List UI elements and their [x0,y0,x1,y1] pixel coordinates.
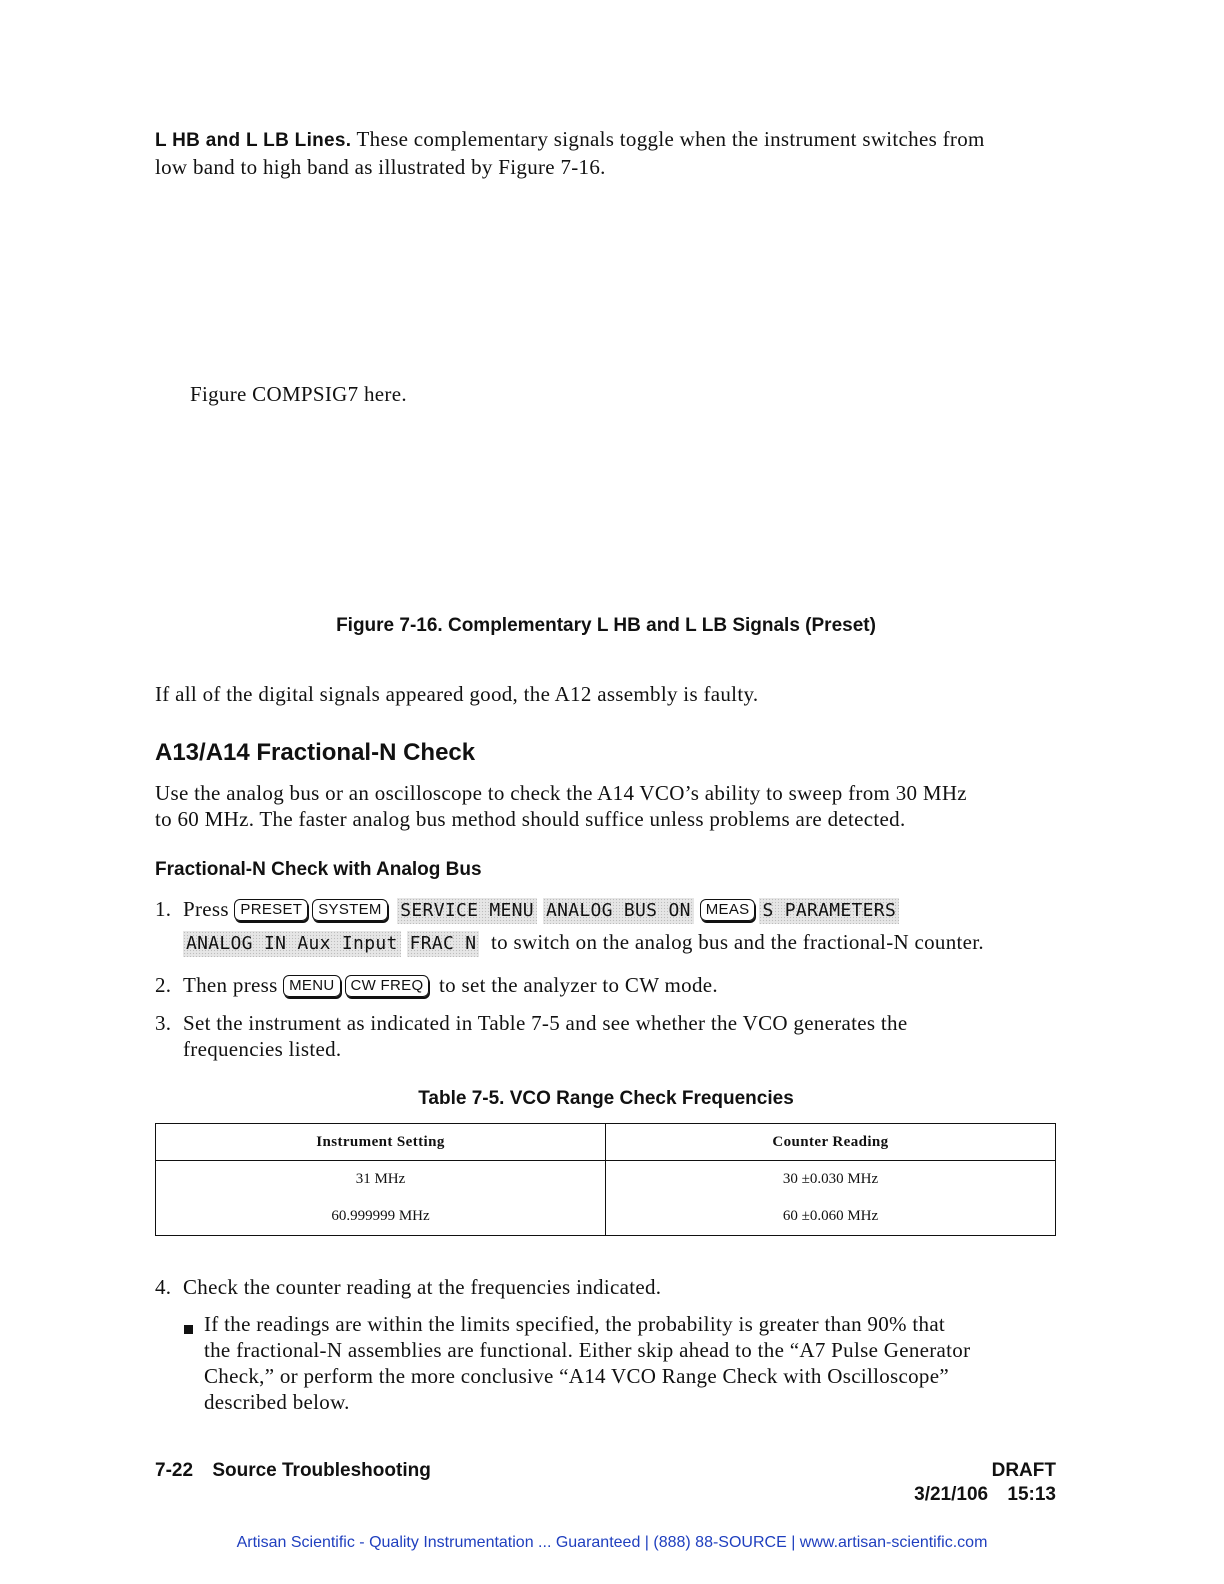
intro-paragraph [155,780,1065,832]
vco-range-table [155,1123,1056,1236]
footer-date: 3/21/106 [914,1484,989,1505]
table-header-instrument-setting: Instrument Setting [156,1124,606,1161]
table-cell: 30 ±0.030 MHz [782,1171,879,1187]
lines-text-1: These complementary signals toggle when the instrument switches from [356,127,985,151]
step-3-number: 3. [155,1011,172,1035]
preset-key[interactable]: PRESET [234,899,308,921]
table-header-row [156,1124,1056,1161]
step-1-number: 1. [155,897,172,921]
step-3-line-2: frequencies listed. [183,1037,342,1061]
step-4-text: Check the counter reading at the frequencies indicated. [183,1275,662,1299]
figure-placeholder: Figure COMPSIG7 here. [190,382,407,406]
intro-line-2: to 60 MHz. The faster analog bus method should suffice unless problems are detected. [155,807,906,831]
step-1-press: Press [183,897,229,921]
runin-heading: L HB and L LB Lines. [155,130,352,151]
table-header-counter-reading: Counter Reading [606,1124,1056,1161]
meas-key[interactable]: MEAS [700,899,756,921]
subheading: Fractional-N Check with Analog Bus [155,859,482,880]
table-cell: 60 ±0.060 MHz [782,1208,879,1224]
intro-line-1: Use the analog bus or an oscilloscope to check the A14 VCO’s ability to sweep from 30 MHz [155,781,967,805]
bullet-item [204,1311,1084,1415]
bullet-marker [184,1321,193,1339]
table-cell: 60.999999 MHz [156,1198,606,1236]
footer-left [155,1460,431,1482]
table-title: Table 7-5. VCO Range Check Frequencies [418,1088,794,1109]
step-1-line-2 [183,929,1083,957]
menu-key[interactable]: MENU [283,975,340,997]
footer-time: 15:13 [1007,1484,1056,1505]
analog-in-aux-input-softkey[interactable]: ANALOG IN Aux Input [183,931,401,957]
service-menu-softkey[interactable]: SERVICE MENU [397,898,537,924]
digital-ok-text: If all of the digital signals appeared good, the A12 assembly is faulty. [155,682,759,706]
section-heading: A13/A14 Fractional-N Check [155,739,476,766]
system-key[interactable]: SYSTEM [312,899,387,921]
analog-bus-on-softkey[interactable]: ANALOG BUS ON [543,898,694,924]
bullet-line-3: Check,” or perform the more conclusive “A14 VCO Range Check with Oscilloscope” [204,1364,949,1388]
table-cell: 31 MHz [156,1161,606,1199]
bullet-line-2: the fractional-N assemblies are functional. Either skip ahead to the “A7 Pulse Generator [204,1338,971,1362]
step-1 [155,896,1075,924]
footer-draft: DRAFT [991,1460,1056,1481]
step-1-tail: to switch on the analog bus and the fractional-N counter. [491,930,984,954]
table-row [156,1198,1056,1236]
bullet-line-1: If the readings are within the limits specified, the probability is greater than 90% that [204,1312,946,1336]
lines-text-2: low band to high band as illustrated by Figure 7-16. [155,155,606,179]
step-4-number: 4. [155,1275,172,1299]
step-2-tail: to set the analyzer to CW mode. [439,973,718,997]
frac-n-softkey[interactable]: FRAC N [407,931,480,957]
footer-page-number: 7-22 [155,1460,194,1481]
bullet-line-4: described below. [204,1390,350,1414]
step-3-line-1: Set the instrument as indicated in Table 7-5 and see whether the VCO generates the [183,1011,908,1035]
footer-date-time [914,1484,1056,1506]
step-2-lead: Then press [183,973,278,997]
footer-section: Source Troubleshooting [212,1460,431,1481]
figure-caption: Figure 7-16. Complementary L HB and L LB Signals (Preset) [336,615,876,636]
step-2 [155,972,1075,998]
lines-paragraph [155,126,1065,180]
step-4 [155,1274,1075,1300]
bullet-square-icon [184,1325,193,1334]
step-2-number: 2. [155,973,172,997]
cw-freq-key[interactable]: CW FREQ [345,975,430,997]
table-row [156,1161,1056,1199]
s-parameters-softkey[interactable]: S PARAMETERS [759,898,899,924]
vendor-footer-link[interactable]: Artisan Scientific - Quality Instrumentation ... Guaranteed | (888) 88-SOURCE | www.artisan-scientific.com [236,1534,988,1551]
step-3 [155,1010,1075,1062]
